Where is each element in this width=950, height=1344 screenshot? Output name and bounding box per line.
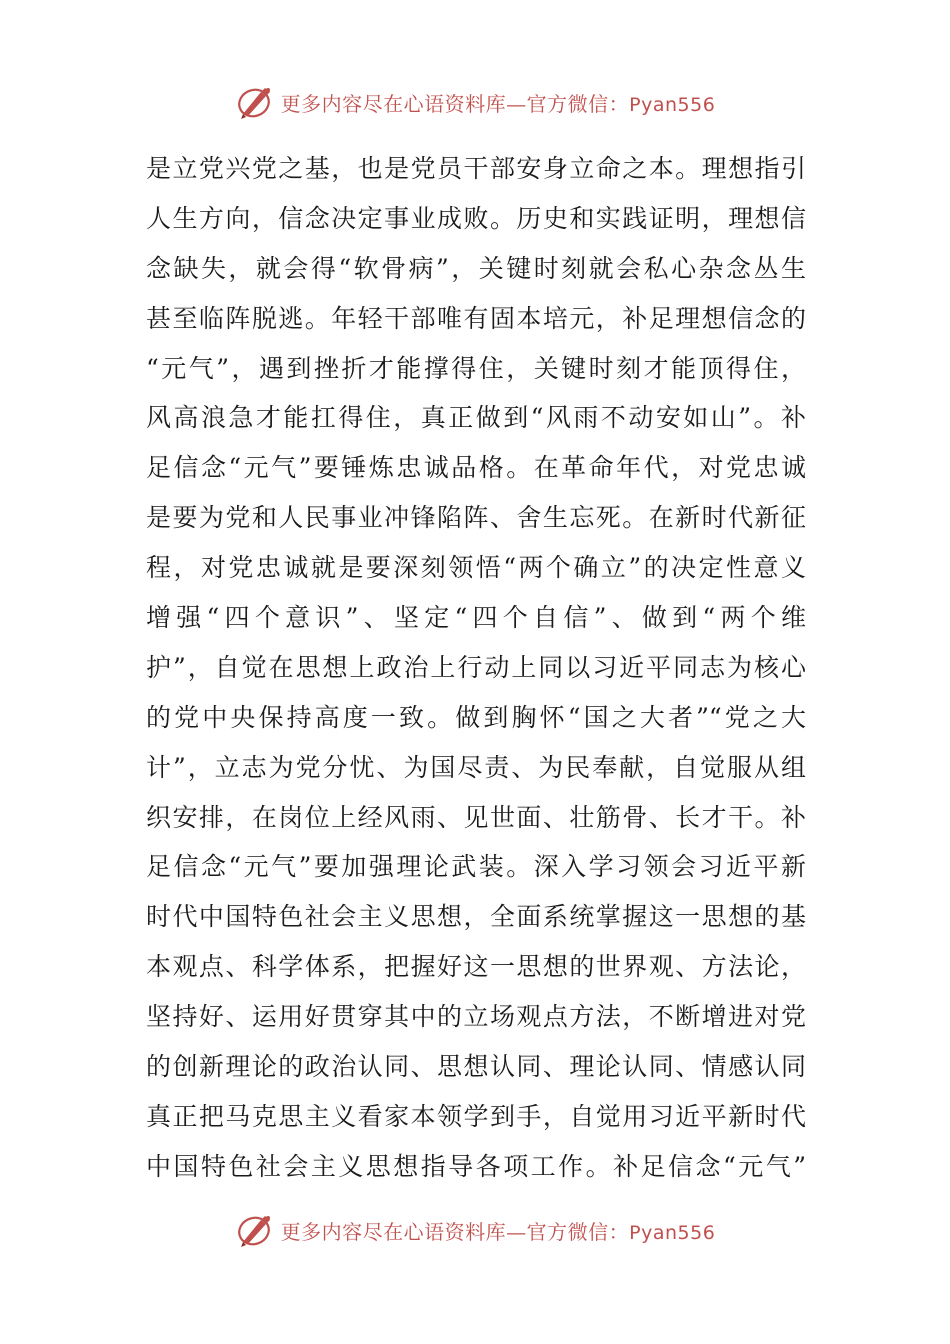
body-text-line: 是要为党和人民事业冲锋陷阵、舍生忘死。在新时代新征 (146, 503, 806, 533)
body-text-line: 程，对党忠诚就是要深刻领悟“两个确立”的决定性意义 (146, 553, 806, 583)
header-banner-text (281, 88, 716, 117)
body-text-line: “元气”，遇到挫折才能撑得住，关键时刻才能顶得住， (146, 353, 806, 383)
body-text-line: 念缺失，就会得“软骨病”，关键时刻就会私心杂念丛生 (146, 253, 806, 283)
footer-banner-text (281, 1216, 716, 1245)
footer-slogan: 更多内容尽在心语资料库—官方微信： (280, 1219, 630, 1244)
header-slogan: 更多内容尽在心语资料库—官方微信： (280, 91, 630, 116)
body-text-line: 真正把马克思主义看家本领学到手，自觉用习近平新时代 (146, 1101, 806, 1131)
body-text-line: 甚至临阵脱逃。年轻干部唯有固本培元，补足理想信念的 (146, 303, 806, 333)
body-text-line: 足信念“元气”要锤炼忠诚品格。在革命年代，对党忠诚 (146, 453, 806, 483)
body-text-line: 时代中国特色社会主义思想，全面系统掌握这一思想的基 (146, 902, 806, 932)
header-wechat-id: Pyan556 (629, 93, 716, 116)
header-banner (0, 80, 950, 124)
body-text-line: 增强“四个意识”、坚定“四个自信”、做到“两个维 (146, 603, 806, 633)
footer-wechat-id: Pyan556 (629, 1221, 716, 1244)
document-body (146, 144, 806, 1192)
footer-banner (0, 1208, 950, 1252)
body-text-line: 计”，立志为党分忧、为国尽责、为民奉献，自觉服从组 (146, 752, 806, 782)
body-text-line: 足信念“元气”要加强理论武装。深入学习领会习近平新 (146, 852, 806, 882)
body-text-line: 是立党兴党之基，也是党员干部安身立命之本。理想指引 (146, 154, 806, 183)
body-text-line: 本观点、科学体系，把握好这一思想的世界观、方法论， (146, 952, 806, 982)
pen-nib-logo-icon (235, 82, 275, 122)
body-text-line: 风高浪急才能扛得住，真正做到“风雨不动安如山”。补 (146, 403, 806, 433)
body-text-line: 中国特色社会主义思想指导各项工作。补足信念“元气” (146, 1151, 806, 1181)
body-text-line: 的创新理论的政治认同、思想认同、理论认同、情感认同 (146, 1052, 806, 1082)
body-text-line: 织安排，在岗位上经风雨、见世面、壮筋骨、长才干。补 (146, 802, 806, 832)
body-text-line: 护”，自觉在思想上政治上行动上同以习近平同志为核心 (146, 652, 806, 682)
body-text-line: 的党中央保持高度一致。做到胸怀“国之大者”“党之大 (146, 702, 806, 732)
body-text-line: 人生方向，信念决定事业成败。历史和实践证明，理想信 (146, 203, 806, 233)
body-text-line: 坚持好、运用好贯穿其中的立场观点方法，不断增进对党 (146, 1002, 806, 1032)
pen-nib-logo-icon (235, 1210, 275, 1250)
